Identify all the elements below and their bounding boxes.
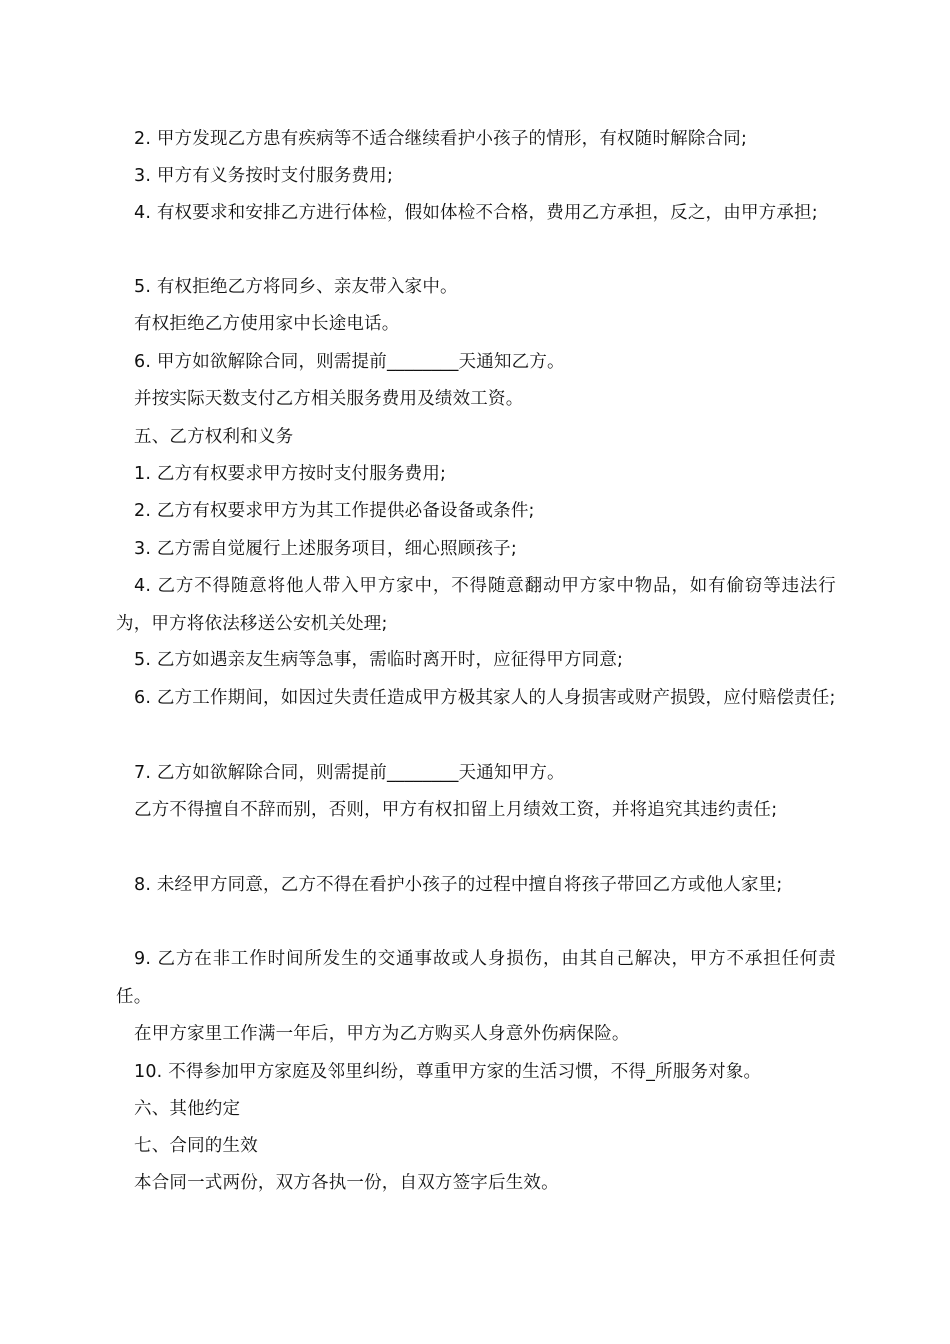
paragraph-clause-a2: 2. 甲方发现乙方患有疾病等不适合继续看护小孩子的情形，有权随时解除合同; xyxy=(134,129,748,149)
paragraph-clause-b10: 10. 不得参加甲方家庭及邻里纠纷，尊重甲方家的生活习惯，不得_所服务对象。 xyxy=(134,1062,762,1082)
paragraph-clause-a3: 3. 甲方有义务按时支付服务费用; xyxy=(134,166,394,186)
section-heading-7: 七、合同的生效 xyxy=(134,1136,258,1156)
paragraph-clause-a6: 6. 甲方如欲解除合同，则需提前________天通知乙方。 xyxy=(134,352,565,372)
paragraph-clause-b5: 5. 乙方如遇亲友生病等急事，需临时离开时，应征得甲方同意; xyxy=(134,650,624,670)
paragraph-clause-a4: 4. 有权要求和安排乙方进行体检，假如体检不合格，费用乙方承担，反之，由甲方承担; xyxy=(134,203,818,223)
paragraph-clause-a5: 5. 有权拒绝乙方将同乡、亲友带入家中。 xyxy=(134,277,458,297)
paragraph-clause-b1: 1. 乙方有权要求甲方按时支付服务费用; xyxy=(134,464,447,484)
paragraph-effect: 本合同一式两份，双方各执一份，自双方签字后生效。 xyxy=(134,1173,559,1193)
paragraph-clause-b9-extra: 在甲方家里工作满一年后，甲方为乙方购买人身意外伤病保险。 xyxy=(134,1024,630,1044)
paragraph-clause-b2: 2. 乙方有权要求甲方为其工作提供必备设备或条件; xyxy=(134,501,535,521)
paragraph-clause-b9: 9. 乙方在非工作时间所发生的交通事故或人身损伤，由其自己解决，甲方不承担任何责任。 xyxy=(116,949,836,1007)
section-heading-5: 五、乙方权利和义务 xyxy=(134,427,294,447)
paragraph-clause-b6: 6. 乙方工作期间，如因过失责任造成甲方极其家人的人身损害或财产损毁，应付赔偿责任; xyxy=(134,688,836,708)
paragraph-clause-b4: 4. 乙方不得随意将他人带入甲方家中，不得随意翻动甲方家中物品，如有偷窃等违法行为，甲方将依法移送公安机关处理; xyxy=(116,576,836,634)
paragraph-clause-a6-extra: 并按实际天数支付乙方相关服务费用及绩效工资。 xyxy=(134,389,524,409)
section-heading-6: 六、其他约定 xyxy=(134,1099,241,1119)
paragraph-clause-b7-extra: 乙方不得擅自不辞而别，否则，甲方有权扣留上月绩效工资，并将追究其违约责任; xyxy=(134,800,778,820)
paragraph-clause-b8: 8. 未经甲方同意，乙方不得在看护小孩子的过程中擅自将孩子带回乙方或他人家里; xyxy=(134,875,783,895)
paragraph-clause-a5-extra: 有权拒绝乙方使用家中长途电话。 xyxy=(134,314,400,334)
paragraph-clause-b7: 7. 乙方如欲解除合同，则需提前________天通知甲方。 xyxy=(134,763,565,783)
paragraph-clause-b3: 3. 乙方需自觉履行上述服务项目，细心照顾孩子; xyxy=(134,539,517,559)
